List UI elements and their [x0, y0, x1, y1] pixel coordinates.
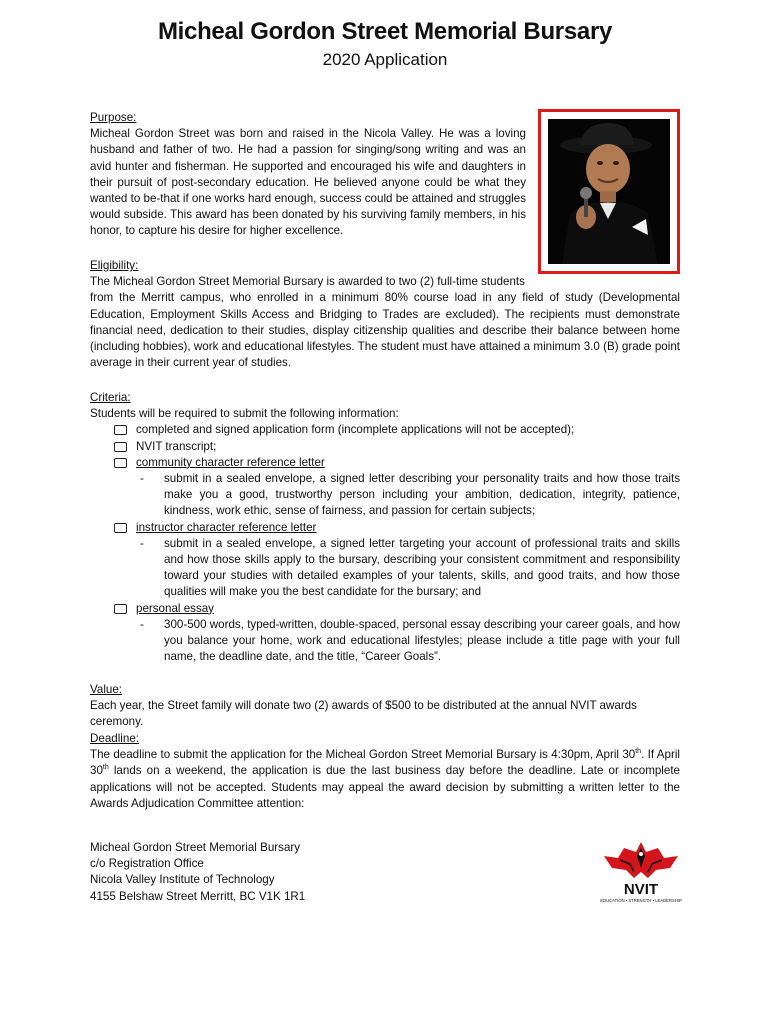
mailing-address [90, 840, 410, 905]
criteria-detail-text: submit in a sealed envelope, a signed letter targeting your account of professional traits and skills and how those skills apply to the bursary, describing your consistent commitment and responsibility toward your studies with detailed examples of your talents, skills, and good traits, and how those qualities will make you the best candidate for the bursary; and [164, 536, 680, 599]
address-line: c/o Registration Office [90, 857, 204, 871]
criteria-heading: Criteria: [90, 391, 131, 404]
criteria-item-label: completed and signed application form (incomplete applications will not be accepted); [136, 423, 575, 437]
portrait-image [548, 119, 670, 264]
deadline-text [90, 747, 680, 812]
value-heading: Value: [90, 683, 123, 696]
criteria-item-detail [90, 471, 680, 520]
checkbox-icon[interactable] [114, 458, 127, 468]
ordinal-suffix: th [635, 748, 642, 756]
value-text: Each year, the Street family will donate two (2) awards of $500 to be distributed at the annual NVIT awards ceremony. [90, 699, 637, 729]
criteria-item-label: community character reference letter [136, 455, 325, 469]
criteria-detail-text: submit in a sealed envelope, a signed letter describing your personality traits and how those traits make you a good, trustworthy person including your ambition, dedication, integrity, patience, kindness, work ethic, sense of fairness, and passion for certain subjects; [164, 472, 680, 518]
criteria-intro: Students will be required to submit the following information: [90, 407, 399, 421]
document-subtitle: 2020 Application [322, 50, 448, 69]
eligibility-heading: Eligibility: [90, 259, 139, 272]
criteria-detail-text: 300-500 words, typed-written, double-spaced, personal essay describing your career goals, and how you balance your home, work and educational lifestyles; please include a title page with your full name, the deadline date, and the title, “Career Goals”. [164, 617, 680, 664]
eligibility-section [90, 258, 680, 371]
logo-tagline: EDUCATION • STRENGTH • LEADERSHIP [600, 898, 682, 903]
eligibility-first-line: The Micheal Gordon Street Memorial Bursary is awarded to two (2) full-time students [90, 275, 525, 289]
deadline-text-part: . If April 30 [90, 748, 680, 778]
criteria-item [90, 439, 680, 455]
criteria-item-label: instructor character reference letter [136, 520, 317, 534]
criteria-item [90, 455, 680, 471]
deadline-text-part: lands on a weekend, the application is due the last business day before the deadline. Late or incomplete applications will not be accepted. Students may appeal the award decision by submitting a written letter to the Awards Adjudication Committee attention: [90, 764, 680, 810]
checkbox-icon[interactable] [114, 425, 127, 435]
dash-bullet: - [140, 472, 144, 486]
address-line: Micheal Gordon Street Memorial Bursary [90, 841, 301, 854]
address-line: Nicola Valley Institute of Technology [90, 873, 275, 887]
nvit-logo [600, 838, 682, 904]
purpose-section [90, 110, 526, 240]
ordinal-suffix: th [102, 764, 109, 772]
eligibility-text: from the Merritt campus, who enrolled in a minimum 80% course load in any field of study (Developmental Education, Employment Skills Access and Bridging to Trades are excluded). The recipients must demonstrate financial need, dedication to their studies, display citizenship qualities and describe their balance between home (including hobbies), work and educational lifestyles. The student must have attained a minimum 3.0 (B) grade point average in their current year of studies. [90, 291, 680, 370]
checkbox-icon[interactable] [114, 604, 127, 614]
memorial-photo [538, 109, 680, 274]
address-line: 4155 Belshaw Street Merritt, BC V1K 1R1 [90, 889, 306, 903]
criteria-item [90, 422, 680, 438]
purpose-text: Micheal Gordon Street was born and raised in the Nicola Valley. He was a loving husband and father of two. He had a passion for singing/song writing and was an avid hunter and fisherman. He supported and encouraged his wife and daughters in their pursuit of post-secondary education. He believed anyone could be what they wanted to be-that if one works hard enough, success could be attained and struggles would subside. This award has been donated by his surviving family members, in his honor, to capture his desire for higher excellence. [90, 127, 526, 238]
checkbox-icon[interactable] [114, 442, 127, 452]
criteria-item-detail [90, 536, 680, 601]
logo-wordmark: NVIT [623, 881, 659, 898]
criteria-item [90, 520, 680, 536]
criteria-section [90, 390, 680, 665]
checkbox-icon[interactable] [114, 523, 127, 533]
dash-bullet: - [140, 617, 144, 631]
criteria-item-detail [90, 617, 680, 666]
deadline-heading: Deadline: [90, 732, 139, 745]
criteria-item [90, 601, 680, 617]
document-title: Micheal Gordon Street Memorial Bursary [157, 18, 613, 45]
deadline-text-part: The deadline to submit the application for the Micheal Gordon Street Memorial Bursary is 4:30pm, April 30 [90, 748, 636, 762]
value-section [90, 682, 684, 731]
criteria-item-label: NVIT transcript; [136, 439, 217, 453]
criteria-item-label: personal essay [136, 601, 214, 615]
deadline-section [90, 731, 680, 812]
purpose-heading: Purpose: [90, 111, 137, 124]
dash-bullet: - [140, 536, 144, 550]
